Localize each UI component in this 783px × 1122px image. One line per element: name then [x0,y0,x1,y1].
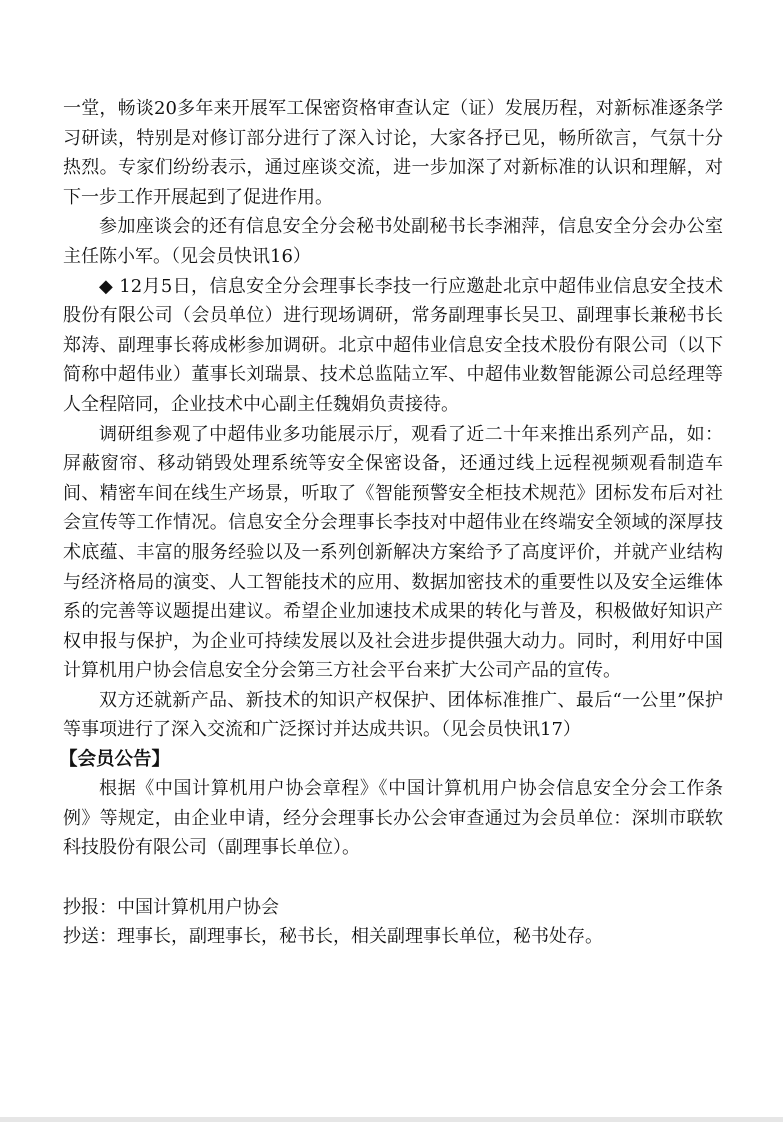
section-spacer [63,863,723,893]
page-bottom-edge [0,1117,783,1122]
member-notice-text: 根据《中国计算机用户协会章程》《中国计算机用户协会信息安全分会工作条例》等规定，由企业申请，经分会理事长办公会审查通过为会员单位：深圳市联软科技股份有限公司（副理事长单位）。 [63,778,723,859]
paragraph-forum-attendees: 参加座谈会的还有信息安全分会秘书处副秘书长李湘萍，信息安全分会办公室主任陈小军。（见会员快讯16） [63,216,723,267]
report-to-line: 抄报：中国计算机用户协会 [63,896,279,918]
document-body [59,94,723,952]
paragraph-consensus: 双方还就新产品、新技术的知识产权保护、团体标准推广、最后“一公里”保护等事项进行了深入交流和广泛探讨并达成共识。（见会员快讯17） [63,689,723,741]
paragraph-showroom-tour: 调研组参观了中超伟业多功能展示厅，观看了近二十年来推出系列产品，如：屏蔽窗帘、移动销毁处理系统等安全保密设备，还通过线上远程视频观看制造车间、精密车间在线生产场景，听取了《智能预警安全柜技术规范》团标发布后对社会宣传等工作情况。信息安全分会理事长李技对中超伟业在终端安全领域的深厚技术底蕴、丰富的服务经验以及一系列创新解决方案给予了高度评价，并就产业结构与经济格局的演变、人工智能技术的应用、数据加密技术的重要性以及安全运维体系的完善等议题提出建议。希望企业加速技术成果的转化与普及，积极做好知识产权申报与保护，为企业可持续发展以及社会进步提供强大动力。同时，利用好中国计算机用户协会信息安全分会第三方社会平台来扩大公司产品的宣传。 [63,423,723,682]
member-notice-heading: 【会员公告】 [59,749,171,771]
copy-to-line: 抄送：理事长，副理事长，秘书长，相关副理事长单位，秘书处存。 [63,926,603,948]
paragraph-forum-continuation: 一堂，畅谈20多年来开展军工保密资格审查认定（证）发展历程，对新标准逐条学习研读，特别是对修订部分进行了深入讨论，大家各抒已见，畅所欲言，气氛十分热烈。专家们纷纷表示，通过座谈交流，进一步加深了对新标准的认识和理解，对下一步工作开展起到了促进作用。 [63,98,723,208]
paragraph-research-visit: ◆ 12月5日，信息安全分会理事长李技一行应邀赴北京中超伟业信息安全技术股份有限公司（会员单位）进行现场调研，常务副理事长吴卫、副理事长兼秘书长郑涛、副理事长蒋成彬参加调研。北京中超伟业信息安全技术股份有限公司（以下简称中超伟业）董事长刘瑞景、技术总监陆立军、中超伟业数智能源公司总经理等人全程陪同，企业技术中心副主任魏娟负责接待。 [63,275,723,415]
